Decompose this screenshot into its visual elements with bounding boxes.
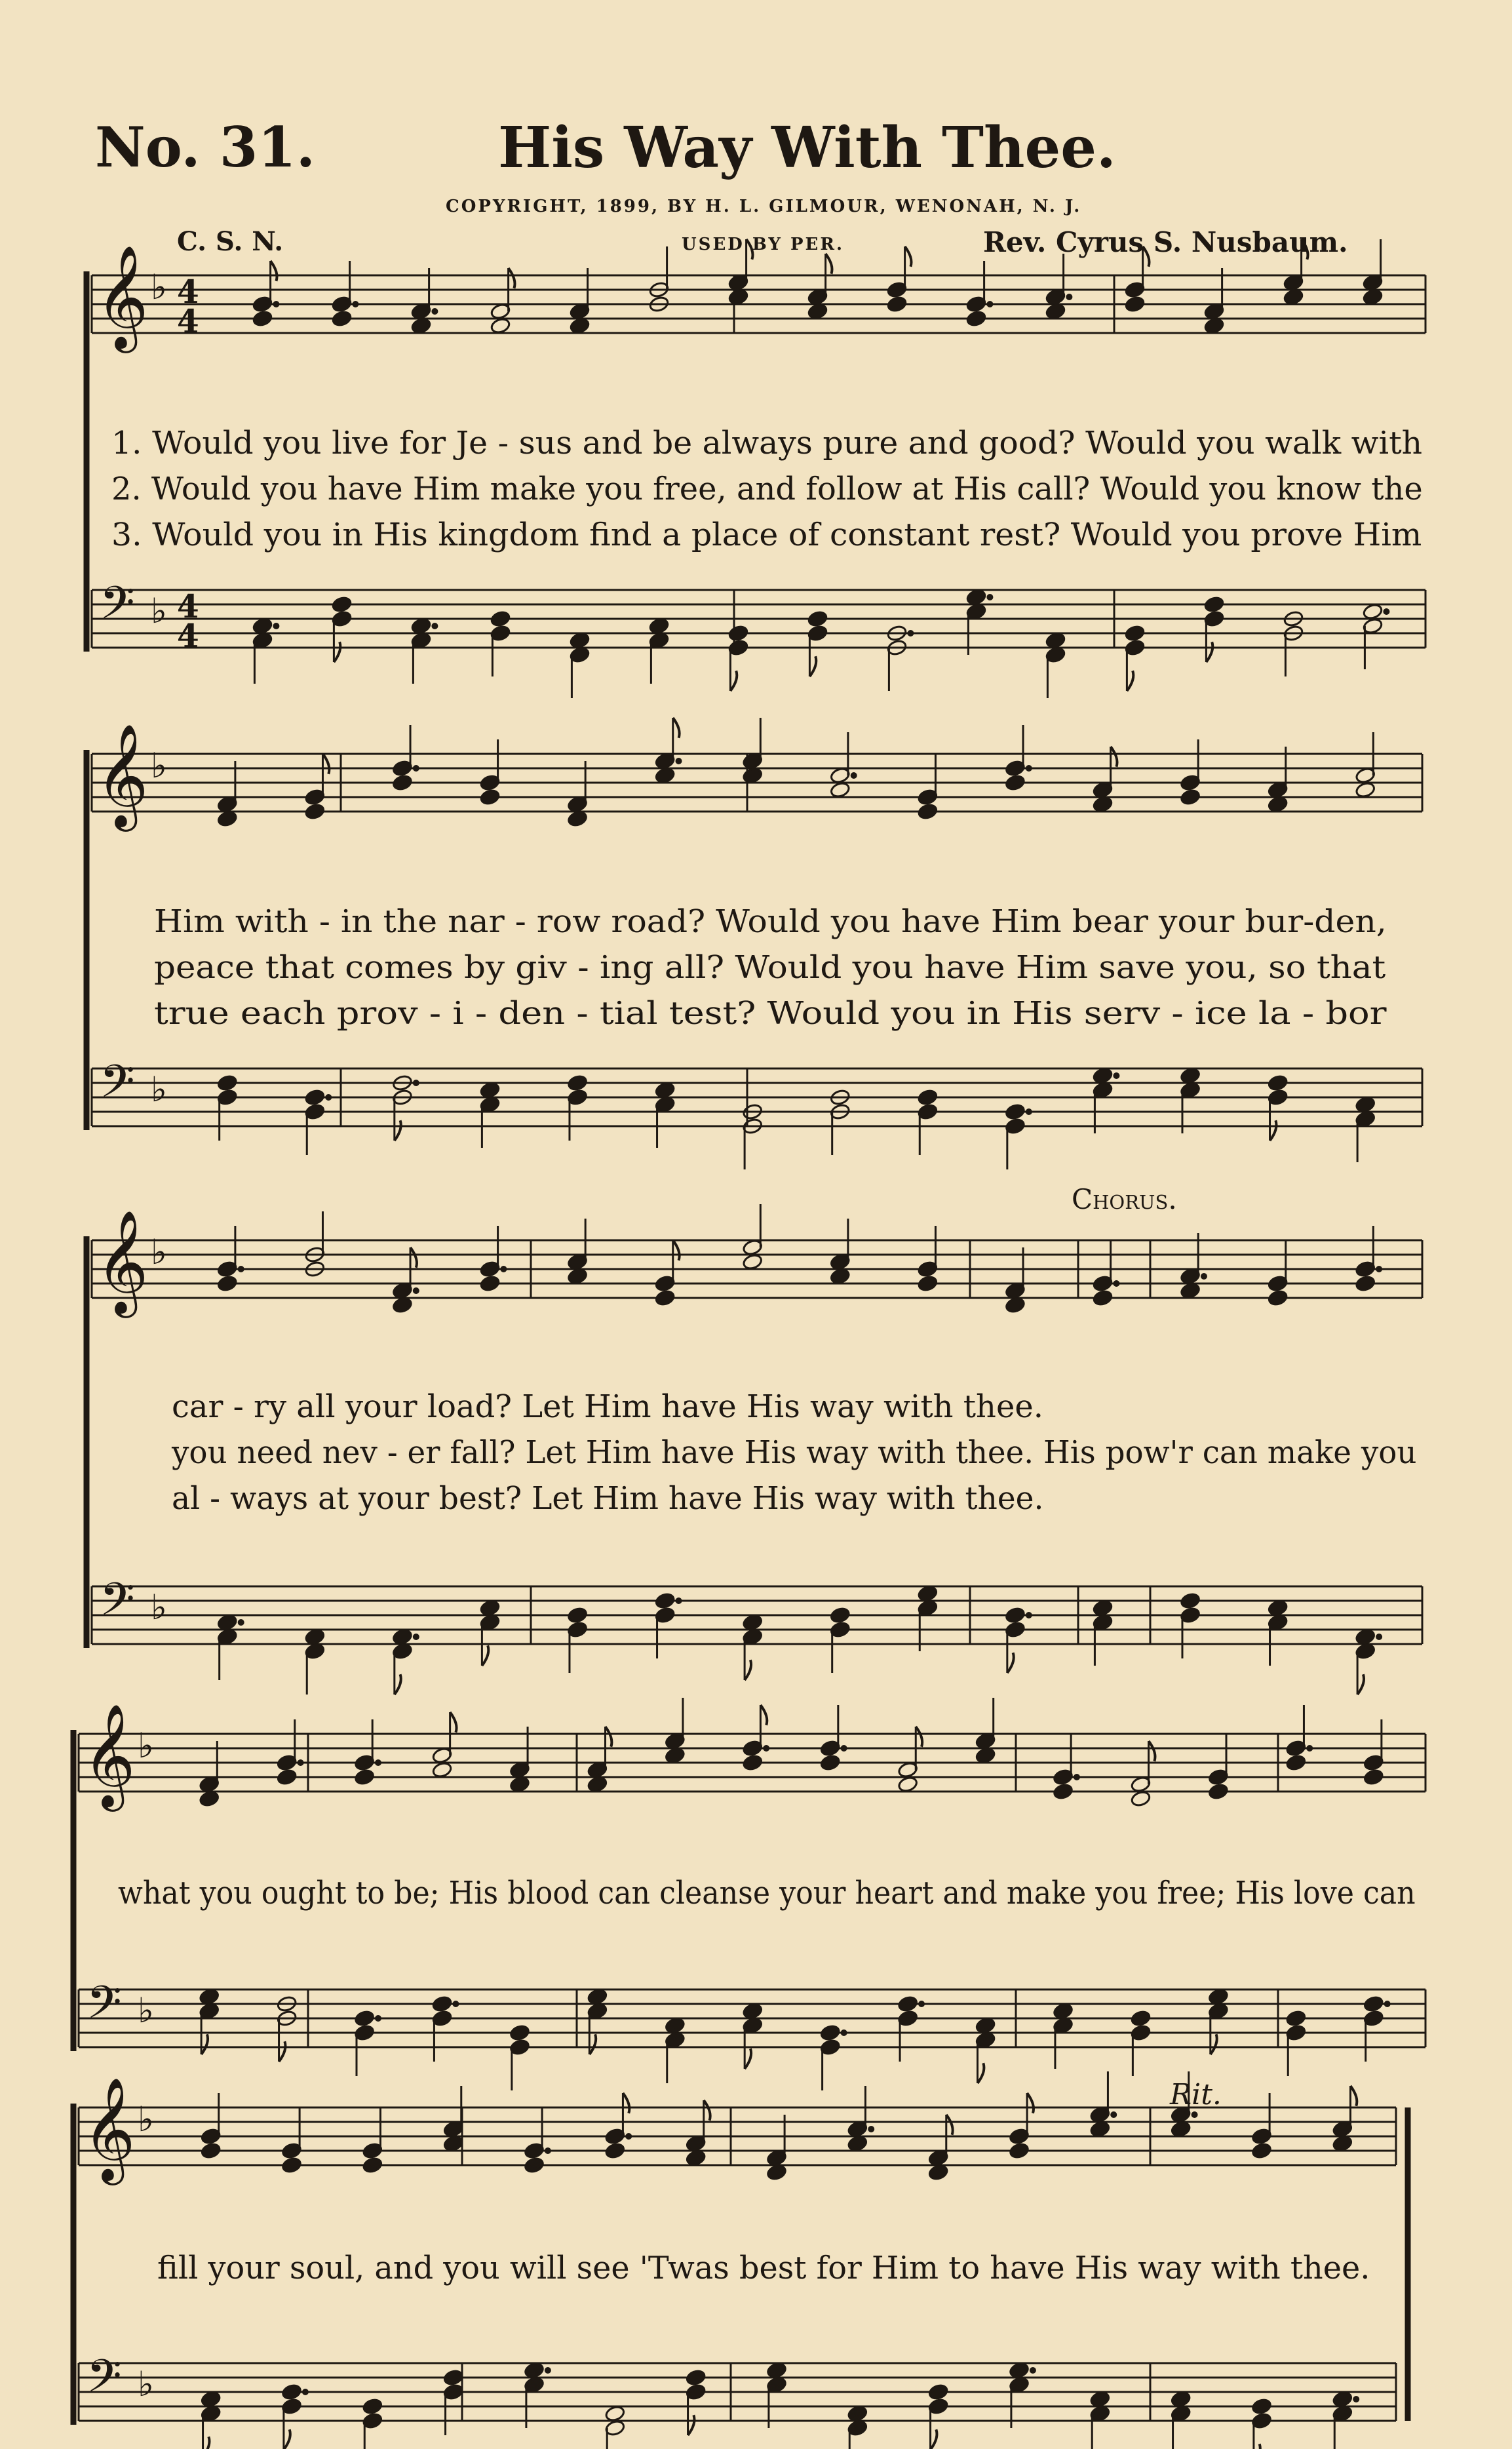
dot xyxy=(841,2029,847,2036)
note-head xyxy=(304,1628,325,1646)
note-head xyxy=(917,1089,938,1107)
dot xyxy=(431,623,438,629)
dot xyxy=(1384,2001,1391,2007)
dot xyxy=(413,1287,419,1294)
note-head xyxy=(887,296,908,313)
dot xyxy=(1110,2111,1117,2118)
lyric-line: true each prov - i - den - tial test? Would you in His serv - ice la - bor xyxy=(154,995,1387,1032)
note-head xyxy=(354,1769,375,1786)
dot xyxy=(545,2367,551,2374)
note-head xyxy=(570,632,591,650)
dot xyxy=(413,765,419,772)
ritardando-marking: Rit. xyxy=(1170,2078,1222,2111)
note-head xyxy=(742,2003,763,2020)
dot xyxy=(431,308,438,315)
note-head xyxy=(686,2369,707,2387)
time-signature: 4 xyxy=(177,617,199,655)
note-head xyxy=(975,2017,996,2035)
lyric-line: al - ways at your best? Let Him have His way with thee. xyxy=(172,1480,1044,1517)
key-flat: ♭ xyxy=(138,2100,154,2140)
note-head xyxy=(411,317,432,335)
note-head xyxy=(509,2024,530,2042)
dot xyxy=(1026,1108,1032,1115)
note-head xyxy=(201,2142,222,2160)
note-head xyxy=(480,1082,501,1099)
note-head xyxy=(362,2398,383,2416)
note-head xyxy=(966,310,987,328)
dot xyxy=(1306,1745,1313,1752)
note-head xyxy=(443,2369,464,2387)
dot xyxy=(452,2001,459,2007)
note-head xyxy=(1283,288,1304,306)
note-head xyxy=(1363,288,1384,306)
treble-clef: 𝄞 xyxy=(83,2077,136,2182)
note-head xyxy=(567,1268,588,1285)
lyric-line: 2. Would you have Him make you free, and follow at His call? Would you know the xyxy=(111,471,1423,507)
dot xyxy=(676,758,682,764)
key-flat: ♭ xyxy=(151,1588,167,1628)
chorus-marking: Chorus. xyxy=(1072,1183,1177,1215)
note-head xyxy=(1363,603,1384,621)
dot xyxy=(375,1759,381,1766)
note-head xyxy=(199,1790,220,1808)
note-head xyxy=(1125,625,1146,642)
note-head xyxy=(917,1275,938,1293)
note-head xyxy=(1208,1988,1229,2006)
treble-clef: 𝄞 xyxy=(96,1209,149,1314)
key-flat: ♭ xyxy=(151,267,167,308)
permission-notice: USED BY PER. xyxy=(682,235,845,254)
dot xyxy=(1201,1273,1207,1280)
note-head xyxy=(432,1995,453,2013)
dot xyxy=(273,301,279,307)
note-head xyxy=(281,2157,302,2174)
treble-clef: 𝄞 xyxy=(83,1703,136,1808)
note-head xyxy=(1180,1282,1201,1300)
key-flat: ♭ xyxy=(138,2364,154,2405)
lyric-line: car - ry all your load? Let Him have His way with thee. xyxy=(172,1388,1043,1425)
note-head xyxy=(217,1275,238,1293)
note-head xyxy=(490,317,511,335)
dot xyxy=(986,301,993,307)
key-flat: ♭ xyxy=(151,591,167,632)
dot xyxy=(1113,1280,1119,1287)
copyright-notice: COPYRIGHT, 1899, BY H. L. GILMOUR, WENONAH, N. J. xyxy=(446,197,1082,216)
dot xyxy=(841,1745,847,1752)
note-head xyxy=(392,1628,413,1646)
dot xyxy=(413,1634,419,1640)
dot xyxy=(238,1266,244,1272)
dot xyxy=(273,623,279,629)
note-head xyxy=(807,303,828,321)
bass-clef: 𝄢 xyxy=(100,1573,135,1637)
dot xyxy=(325,1094,332,1101)
note-head xyxy=(281,2383,302,2401)
note-head xyxy=(830,1268,851,1285)
note-head xyxy=(742,1253,763,1271)
dot xyxy=(907,630,914,637)
note-head xyxy=(1268,1289,1289,1307)
note-head xyxy=(655,1082,676,1099)
note-head xyxy=(217,810,238,828)
note-head xyxy=(847,2405,868,2423)
note-head xyxy=(1171,2391,1192,2408)
note-head xyxy=(217,1074,238,1092)
key-flat: ♭ xyxy=(138,1991,154,2031)
dot xyxy=(1192,2111,1198,2118)
time-signature: 4 xyxy=(177,588,199,625)
note-head xyxy=(1093,796,1114,813)
note-head xyxy=(807,610,828,628)
note-head xyxy=(1053,2003,1074,2020)
note-head xyxy=(1045,632,1066,650)
note-head xyxy=(897,1776,918,1793)
dot xyxy=(676,1597,682,1604)
dot xyxy=(500,1266,507,1272)
note-head xyxy=(1180,1067,1201,1085)
dot xyxy=(298,1759,304,1766)
dot xyxy=(352,301,359,307)
note-head xyxy=(587,1988,608,2006)
lyric-line: what you ought to be; His blood can cleanse your heart and make you free; His love can xyxy=(118,1875,1416,1911)
note-head xyxy=(1332,2135,1353,2153)
note-head xyxy=(524,2157,545,2174)
key-flat: ♭ xyxy=(151,746,167,787)
note-head xyxy=(1009,2362,1030,2380)
time-signature: 4 xyxy=(177,303,199,340)
note-head xyxy=(392,1297,413,1314)
treble-clef: 𝄞 xyxy=(96,245,149,349)
note-head xyxy=(509,1776,530,1793)
note-head xyxy=(1363,1995,1384,2013)
note-head xyxy=(1005,1607,1026,1624)
note-head xyxy=(201,2391,222,2408)
dot xyxy=(238,1619,244,1626)
dot xyxy=(413,1080,419,1086)
dot xyxy=(851,772,857,779)
composer-credit: C. S. N. xyxy=(177,226,284,257)
note-head xyxy=(252,310,273,328)
note-head xyxy=(304,1089,325,1107)
note-head xyxy=(570,317,591,335)
note-head xyxy=(1355,1275,1376,1293)
note-head xyxy=(490,610,511,628)
note-head xyxy=(928,2164,949,2182)
note-head xyxy=(1285,2010,1306,2028)
lyric-line: Him with - in the nar - row road? Would you have Him bear your bur-den, xyxy=(154,903,1387,940)
note-head xyxy=(604,2142,625,2160)
note-head xyxy=(665,1747,686,1765)
note-head xyxy=(1355,1096,1376,1114)
note-head xyxy=(975,1747,996,1765)
lyric-line: 3. Would you in His kingdom find a place of constant rest? Would you prove Him xyxy=(111,517,1422,553)
note-head xyxy=(1268,796,1289,813)
note-head xyxy=(1355,781,1376,799)
dot xyxy=(375,2015,381,2022)
note-head xyxy=(847,2135,868,2153)
note-head xyxy=(1089,2391,1110,2408)
dot xyxy=(545,2147,551,2154)
dot xyxy=(625,2133,632,2140)
key-flat: ♭ xyxy=(151,1070,167,1110)
note-head xyxy=(766,2362,787,2380)
note-head xyxy=(524,2362,545,2380)
note-head xyxy=(1009,2142,1030,2160)
note-head xyxy=(728,288,749,306)
note-head xyxy=(1093,1067,1114,1085)
note-head xyxy=(1045,303,1066,321)
note-head xyxy=(742,1754,763,1772)
note-head xyxy=(304,803,325,821)
hymn-number: No. 31. xyxy=(95,115,315,180)
note-head xyxy=(443,2135,464,2153)
note-head xyxy=(820,2024,841,2042)
key-flat: ♭ xyxy=(151,1232,167,1273)
note-head xyxy=(567,1074,588,1092)
dot xyxy=(1026,765,1032,772)
note-head xyxy=(1005,774,1026,792)
note-head xyxy=(917,1585,938,1603)
lyric-line: you need nev - er fall? Let Him have His way with thee. His pow'r can make you xyxy=(172,1434,1417,1471)
note-head xyxy=(392,774,413,792)
note-head xyxy=(604,2405,625,2423)
bass-clef: 𝄢 xyxy=(87,1976,122,2041)
note-head xyxy=(917,803,938,821)
note-head xyxy=(1089,2121,1110,2138)
dot xyxy=(1026,1612,1032,1618)
note-head xyxy=(655,1592,676,1610)
note-head xyxy=(587,1776,608,1793)
lyric-line: peace that comes by giv - ing all? Would you have Him save you, so that xyxy=(154,949,1386,986)
note-head xyxy=(1251,2398,1272,2416)
note-head xyxy=(199,1988,220,2006)
lyric-line: fill your soul, and you will see 'Twas best for Him to have His way with thee. xyxy=(157,2250,1370,2286)
dot xyxy=(1376,1634,1382,1640)
note-head xyxy=(820,1754,841,1772)
note-head xyxy=(766,2164,787,2182)
lyric-line: 1. Would you live for Je - sus and be always pure and good? Would you walk with xyxy=(111,425,1423,461)
note-head xyxy=(1130,2010,1151,2028)
note-head xyxy=(1093,1289,1114,1307)
note-head xyxy=(1171,2121,1192,2138)
note-head xyxy=(1130,1790,1151,1808)
note-head xyxy=(742,767,763,785)
note-head xyxy=(480,789,501,806)
dot xyxy=(1066,294,1072,300)
note-head xyxy=(432,1761,453,1779)
key-flat: ♭ xyxy=(138,1726,154,1767)
dot xyxy=(302,2389,309,2395)
note-head xyxy=(1125,296,1146,313)
dot xyxy=(1113,1072,1119,1079)
note-head xyxy=(830,781,851,799)
note-head xyxy=(1005,1297,1026,1314)
note-head xyxy=(332,596,353,614)
note-head xyxy=(742,1614,763,1632)
note-head xyxy=(354,2010,375,2028)
note-head xyxy=(567,1607,588,1624)
note-head xyxy=(1204,317,1225,335)
dot xyxy=(1383,608,1389,615)
note-head xyxy=(567,810,588,828)
dot xyxy=(1353,2396,1359,2402)
note-head xyxy=(1093,1599,1114,1617)
note-head xyxy=(252,617,273,635)
note-head xyxy=(1251,2142,1272,2160)
bass-clef: 𝄢 xyxy=(87,2349,122,2414)
note-head xyxy=(1005,1103,1026,1121)
note-head xyxy=(966,589,987,606)
note-head xyxy=(665,2017,686,2035)
treble-clef: 𝄞 xyxy=(96,723,149,828)
note-head xyxy=(655,1289,676,1307)
time-signature: 4 xyxy=(177,273,199,311)
dot xyxy=(868,2126,874,2132)
note-head xyxy=(728,625,749,642)
note-head xyxy=(1332,2391,1353,2408)
note-head xyxy=(830,1607,851,1624)
note-head xyxy=(217,1614,238,1632)
dot xyxy=(918,2001,925,2007)
note-head xyxy=(332,310,353,328)
note-head xyxy=(1208,1783,1229,1801)
note-head xyxy=(1180,789,1201,806)
note-head xyxy=(686,2149,707,2167)
note-head xyxy=(1268,1599,1289,1617)
dot xyxy=(1074,1774,1080,1780)
note-head xyxy=(1180,1592,1201,1610)
note-head xyxy=(897,1995,918,2013)
note-head xyxy=(1053,1783,1074,1801)
note-head xyxy=(928,2383,949,2401)
author-credit: Rev. Cyrus S. Nusbaum. xyxy=(983,226,1348,258)
dot xyxy=(1030,2367,1036,2374)
note-head xyxy=(1363,1769,1384,1786)
hymn-title: His Way With Thee. xyxy=(498,115,1116,181)
note-head xyxy=(1268,1074,1289,1092)
note-head xyxy=(655,767,676,785)
note-head xyxy=(1355,1628,1376,1646)
bass-clef: 𝄢 xyxy=(100,1055,135,1120)
note-head xyxy=(277,1769,298,1786)
note-head xyxy=(649,617,670,635)
note-head xyxy=(1204,596,1225,614)
dot xyxy=(986,594,993,600)
note-head xyxy=(411,617,432,635)
bass-clef: 𝄢 xyxy=(100,576,135,641)
note-head xyxy=(480,1599,501,1617)
dot xyxy=(1376,1266,1382,1272)
note-head xyxy=(362,2157,383,2174)
dot xyxy=(763,1745,769,1752)
note-head xyxy=(1285,1754,1306,1772)
note-head xyxy=(480,1275,501,1293)
